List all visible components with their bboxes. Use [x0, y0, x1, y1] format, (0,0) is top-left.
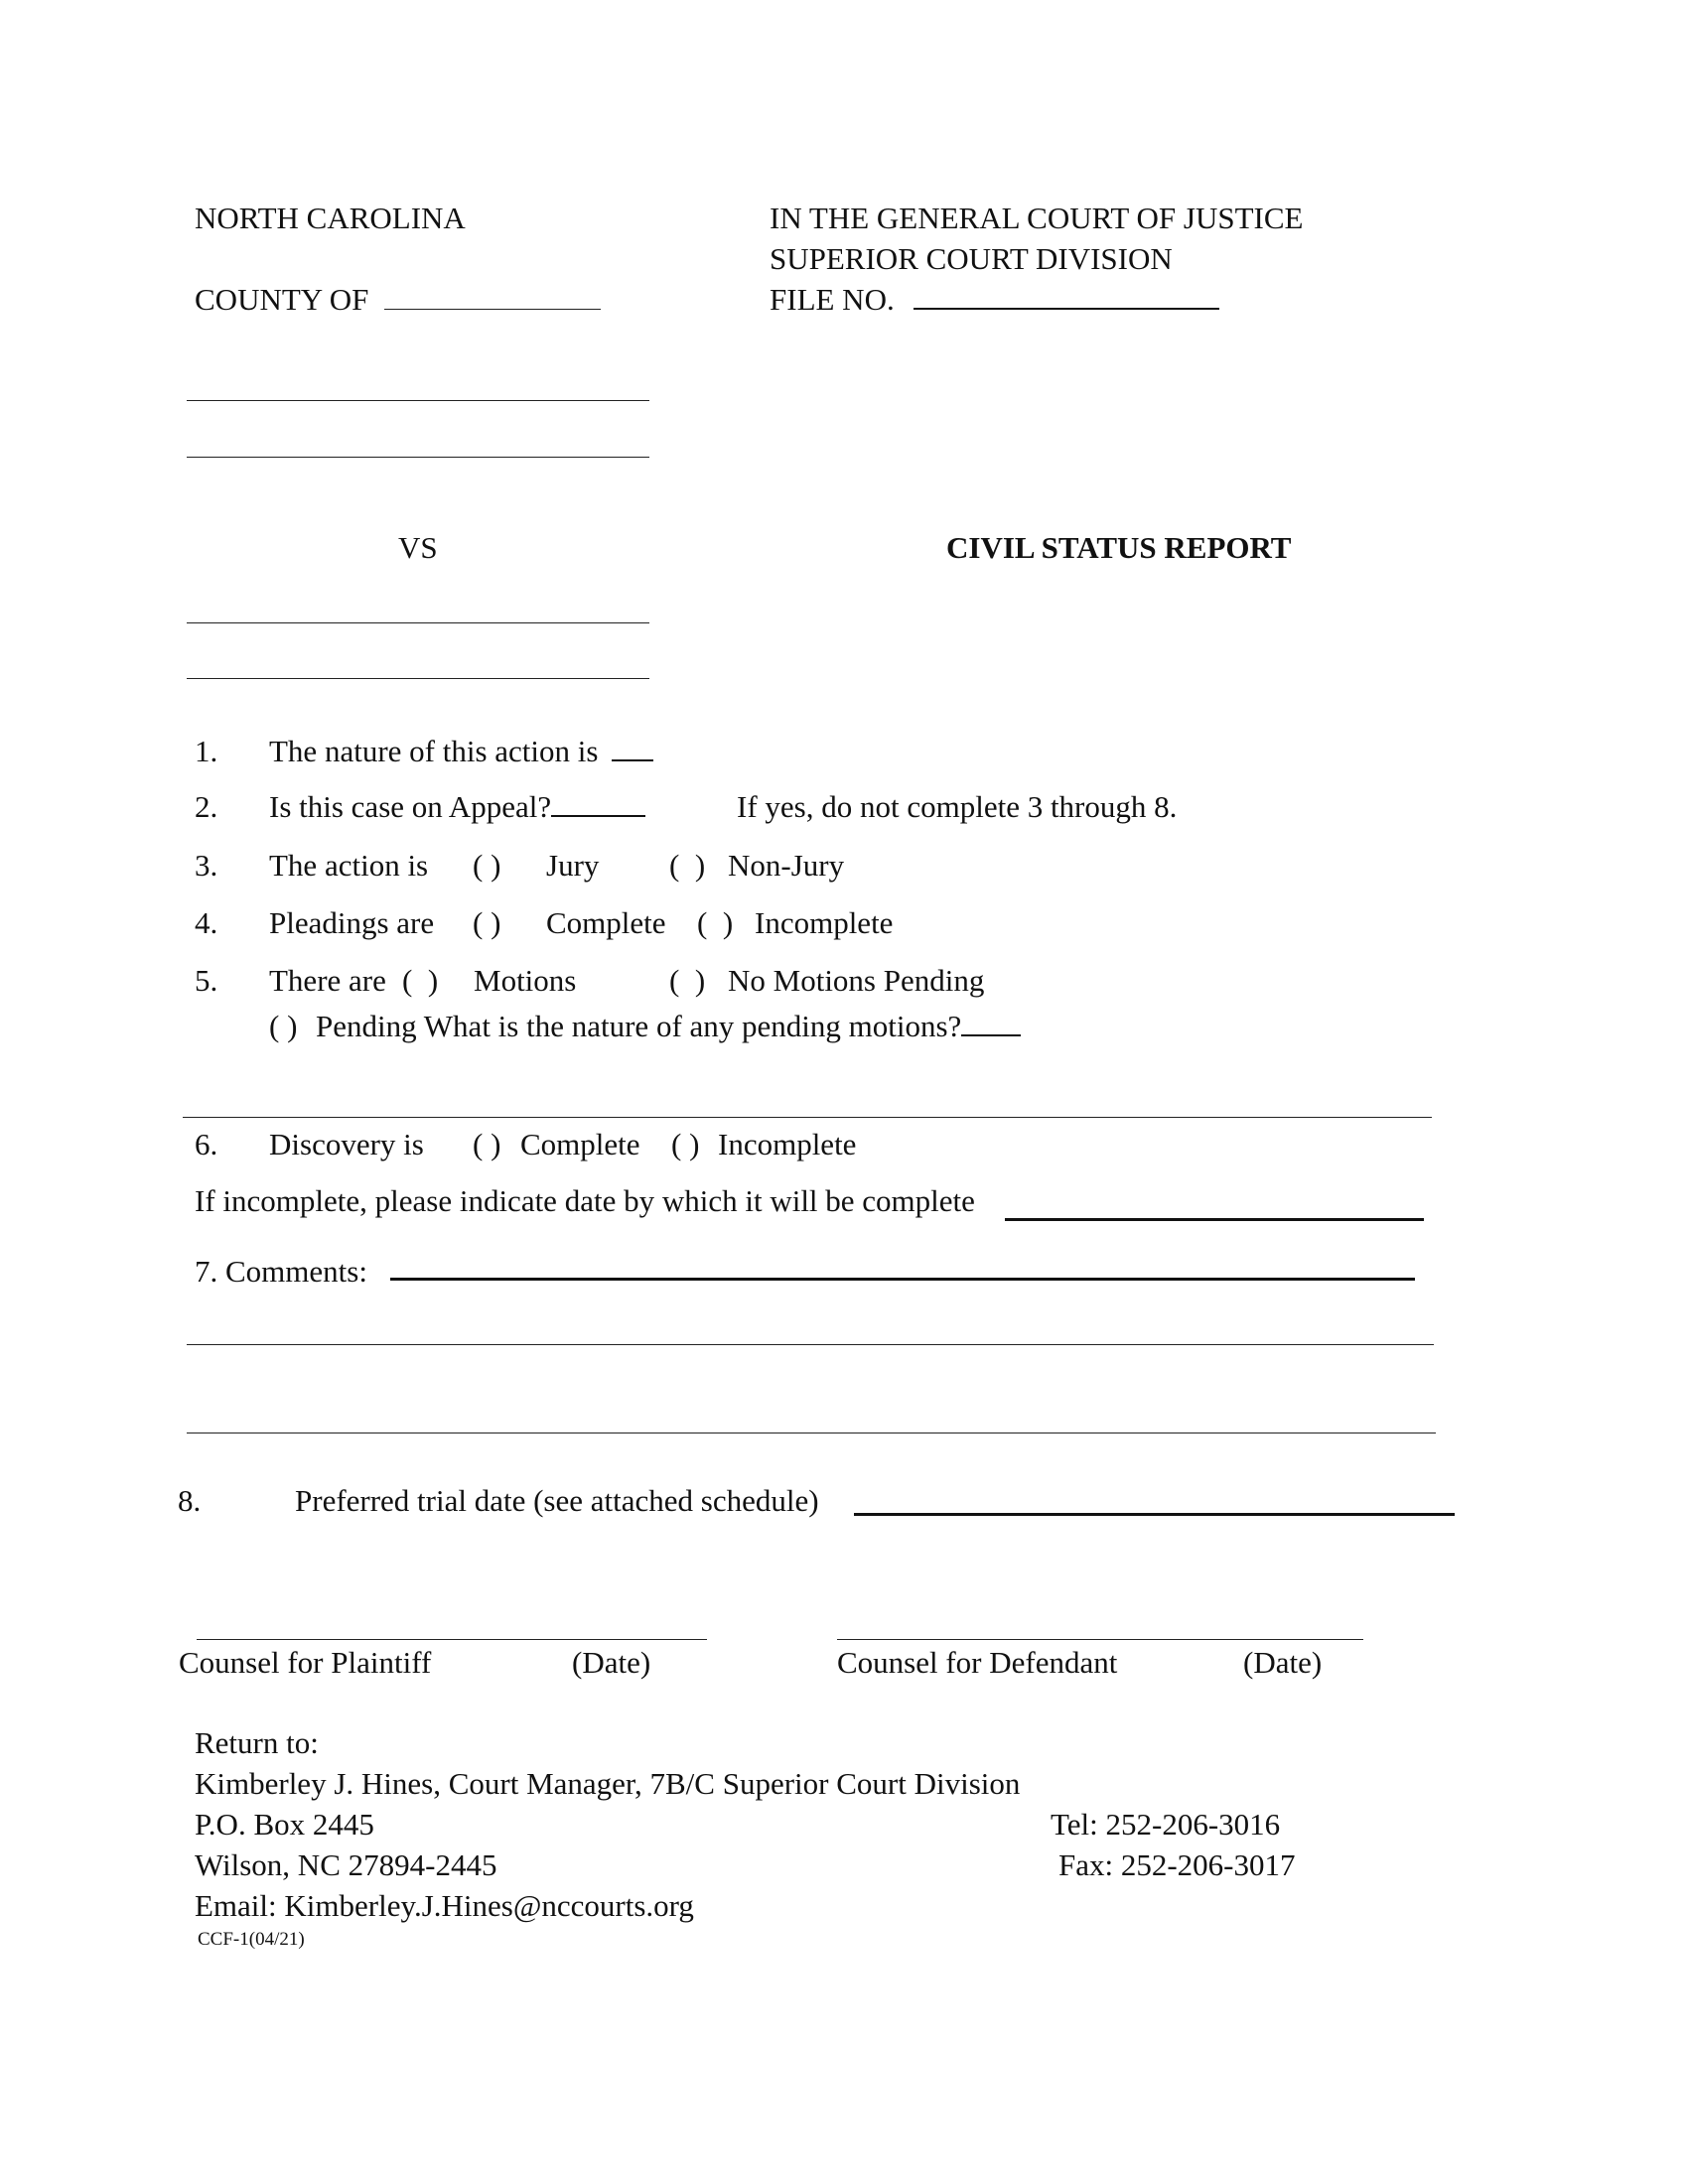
court-line-2: SUPERIOR COURT DIVISION [770, 241, 1173, 276]
motions-checkbox[interactable]: ( ) [402, 963, 439, 998]
discovery-complete-label: Complete [520, 1127, 640, 1161]
item-2-number: 2. [195, 789, 218, 824]
return-city: Wilson, NC 27894-2445 [195, 1847, 497, 1882]
defendant-line-2[interactable] [187, 678, 649, 679]
pending-motions-question: Pending What is the nature of any pending motions? [316, 1011, 1021, 1041]
item-6-number: 6. [195, 1127, 218, 1161]
pleadings-complete-checkbox[interactable]: ( ) [473, 905, 501, 940]
item-6-question: Discovery is [269, 1127, 424, 1161]
item-2-note: If yes, do not complete 3 through 8. [737, 789, 1178, 824]
no-motions-checkbox[interactable]: ( ) [669, 963, 706, 998]
discovery-incomplete-checkbox[interactable]: ( ) [671, 1127, 700, 1161]
comments-label: 7. Comments: [195, 1254, 367, 1289]
plaintiff-counsel-label: Counsel for Plaintiff [179, 1645, 432, 1680]
item-5-question: There are [269, 963, 386, 998]
discovery-complete-checkbox[interactable]: ( ) [473, 1127, 501, 1161]
comments-field-line-2[interactable] [187, 1344, 1434, 1345]
discovery-date-question: If incomplete, please indicate date by which it will be complete [195, 1183, 975, 1218]
motions-answer-line[interactable] [183, 1117, 1432, 1118]
item-8-question: Preferred trial date (see attached schedule) [295, 1483, 819, 1518]
appeal-field[interactable] [551, 793, 645, 817]
item-2-question: Is this case on Appeal? [269, 791, 645, 822]
file-number-label: FILE NO. [770, 284, 1219, 315]
pleadings-incomplete-checkbox[interactable]: ( ) [697, 905, 734, 940]
county-label: COUNTY OF [195, 284, 601, 315]
item-5-number: 5. [195, 963, 218, 998]
item-8-number: 8. [178, 1483, 202, 1518]
jury-checkbox[interactable]: ( ) [473, 848, 501, 883]
item-1-number: 1. [195, 734, 218, 768]
discovery-incomplete-label: Incomplete [718, 1127, 857, 1161]
nature-of-action-field[interactable] [612, 738, 653, 761]
item-4-question: Pleadings are [269, 905, 435, 940]
defendant-date-label: (Date) [1243, 1645, 1323, 1680]
pleadings-incomplete-label: Incomplete [755, 905, 894, 940]
plaintiff-signature-line[interactable] [197, 1639, 707, 1640]
state-label: NORTH CAROLINA [195, 201, 466, 235]
item-4-number: 4. [195, 905, 218, 940]
preferred-trial-date-field[interactable] [854, 1513, 1455, 1516]
plaintiff-line-1[interactable] [187, 400, 649, 401]
file-number-field[interactable] [914, 286, 1219, 310]
defendant-signature-line[interactable] [837, 1639, 1363, 1640]
discovery-date-field[interactable] [1005, 1218, 1424, 1221]
form-code: CCF-1(04/21) [198, 1929, 305, 1950]
plaintiff-date-label: (Date) [572, 1645, 651, 1680]
comments-field-line-1[interactable] [390, 1278, 1415, 1281]
page-title: CIVIL STATUS REPORT [946, 530, 1292, 565]
defendant-counsel-label: Counsel for Defendant [837, 1645, 1118, 1680]
return-to-label: Return to: [195, 1725, 319, 1760]
pleadings-complete-label: Complete [546, 905, 666, 940]
pending-motions-field[interactable] [961, 1013, 1021, 1036]
plaintiff-line-2[interactable] [187, 457, 649, 458]
court-line-1: IN THE GENERAL COURT OF JUSTICE [770, 201, 1304, 235]
pending-checkbox[interactable]: ( ) [269, 1009, 298, 1043]
return-fax: Fax: 252-206-3017 [1058, 1847, 1296, 1882]
versus-label: VS [398, 530, 438, 565]
item-3-question: The action is [269, 848, 429, 883]
item-3-number: 3. [195, 848, 218, 883]
defendant-line-1[interactable] [187, 622, 649, 623]
return-po-box: P.O. Box 2445 [195, 1807, 374, 1842]
county-field[interactable] [384, 287, 601, 310]
return-tel: Tel: 252-206-3016 [1051, 1807, 1281, 1842]
return-name: Kimberley J. Hines, Court Manager, 7B/C Superior Court Division [195, 1766, 1021, 1801]
non-jury-checkbox[interactable]: ( ) [669, 848, 706, 883]
no-motions-label: No Motions Pending [728, 963, 985, 998]
non-jury-label: Non-Jury [728, 848, 845, 883]
item-1-question: The nature of this action is [269, 736, 653, 766]
return-email[interactable]: Email: Kimberley.J.Hines@nccourts.org [195, 1888, 694, 1923]
motions-label: Motions [474, 963, 577, 998]
jury-label: Jury [546, 848, 600, 883]
